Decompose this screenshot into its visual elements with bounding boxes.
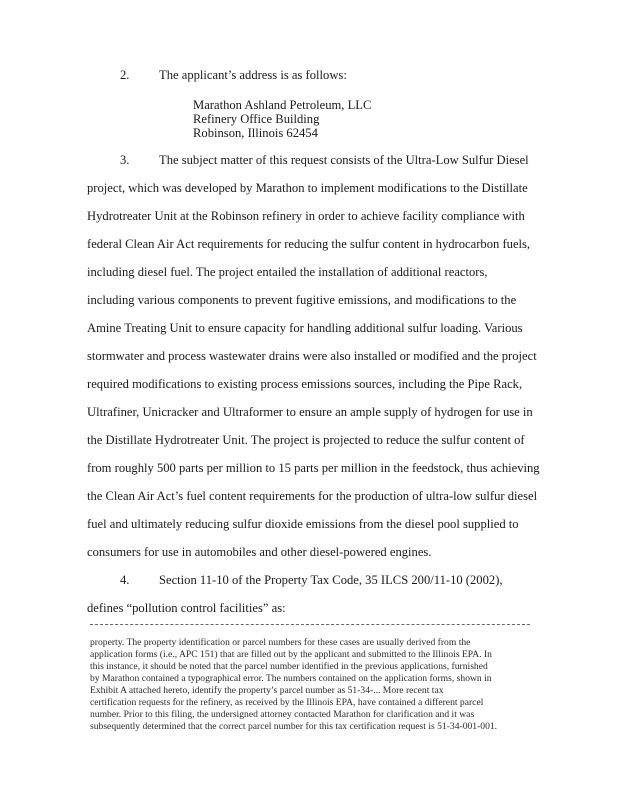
footnote-line: this instance, it should be noted that the parcel number identified in the previous applications, furnished bbox=[90, 661, 488, 672]
para3-line: Hydrotreater Unit at the Robinson refinery in order to achieve facility compliance with bbox=[87, 209, 525, 223]
footnote-line: property. The property identification or parcel numbers for these cases are usually derived from the bbox=[90, 637, 471, 648]
footnote-line: Exhibit A attached hereto, identify the property’s parcel number as 51-34-... More recent tax bbox=[90, 685, 444, 696]
para3-line: required modifications to existing process emissions sources, including the Pipe Rack, bbox=[87, 377, 523, 391]
para2-text: The applicant’s address is as follows: bbox=[159, 68, 347, 82]
para3-line: Amine Treating Unit to ensure capacity for handling additional sulfur loading. Various bbox=[87, 321, 523, 335]
footnote-line: number. Prior to this filing, the undersigned attorney contacted Marathon for clarification and it was bbox=[90, 709, 475, 720]
para3-number: 3. bbox=[120, 153, 130, 167]
footnote-line: certification requests for the refinery, as received by the Illinois EPA, have contained a different parcel bbox=[90, 697, 484, 708]
para3-line: stormwater and process wastewater drains were also installed or modified and the project bbox=[87, 349, 537, 363]
footnote-line: subsequently determined that the correct parcel number for this tax certification request is 51-34-001-001. bbox=[90, 721, 498, 732]
para3-line: The subject matter of this request consists of the Ultra-Low Sulfur Diesel bbox=[159, 153, 529, 167]
footnote-line: application forms (i.e., APC 151) that are filled out by the applicant and submitted to the Illinois EPA. In bbox=[90, 649, 492, 660]
para2-number: 2. bbox=[120, 68, 130, 82]
para3-line: consumers for use in automobiles and other diesel-powered engines. bbox=[87, 545, 432, 559]
para3-line: including diesel fuel. The project entailed the installation of additional reactors, bbox=[87, 265, 488, 279]
para4-number: 4. bbox=[120, 573, 130, 587]
para3-line: project, which was developed by Marathon to implement modifications to the Distillate bbox=[87, 181, 528, 195]
address-line: Marathon Ashland Petroleum, LLC bbox=[193, 98, 372, 112]
address-line: Refinery Office Building bbox=[193, 112, 320, 126]
para3-line: federal Clean Air Act requirements for reducing the sulfur content in hydrocarbon fuels, bbox=[87, 237, 531, 251]
para3-line: fuel and ultimately reducing sulfur dioxide emissions from the diesel pool supplied to bbox=[87, 517, 519, 531]
para3-line: Ultrafiner, Unicracker and Ultraformer to ensure an ample supply of hydrogen for use in bbox=[87, 405, 533, 419]
para4-line: Section 11-10 of the Property Tax Code, 35 ILCS 200/11-10 (2002), bbox=[159, 573, 503, 587]
para3-line: including various components to prevent fugitive emissions, and modifications to the bbox=[87, 293, 517, 307]
para3-line: the Distillate Hydrotreater Unit. The project is projected to reduce the sulfur content of bbox=[87, 433, 525, 447]
address-line: Robinson, Illinois 62454 bbox=[193, 126, 318, 140]
footnote-line: by Marathon contained a typographical error. The numbers contained on the application forms, shown in bbox=[90, 673, 492, 684]
para3-line: from roughly 500 parts per million to 15 parts per million in the feedstock, thus achieving bbox=[87, 461, 540, 475]
footnote-separator bbox=[90, 624, 530, 625]
para3-line: the Clean Air Act’s fuel content requirements for the production of ultra-low sulfur diesel bbox=[87, 489, 538, 503]
para4-line: defines “pollution control facilities” as: bbox=[87, 601, 286, 615]
